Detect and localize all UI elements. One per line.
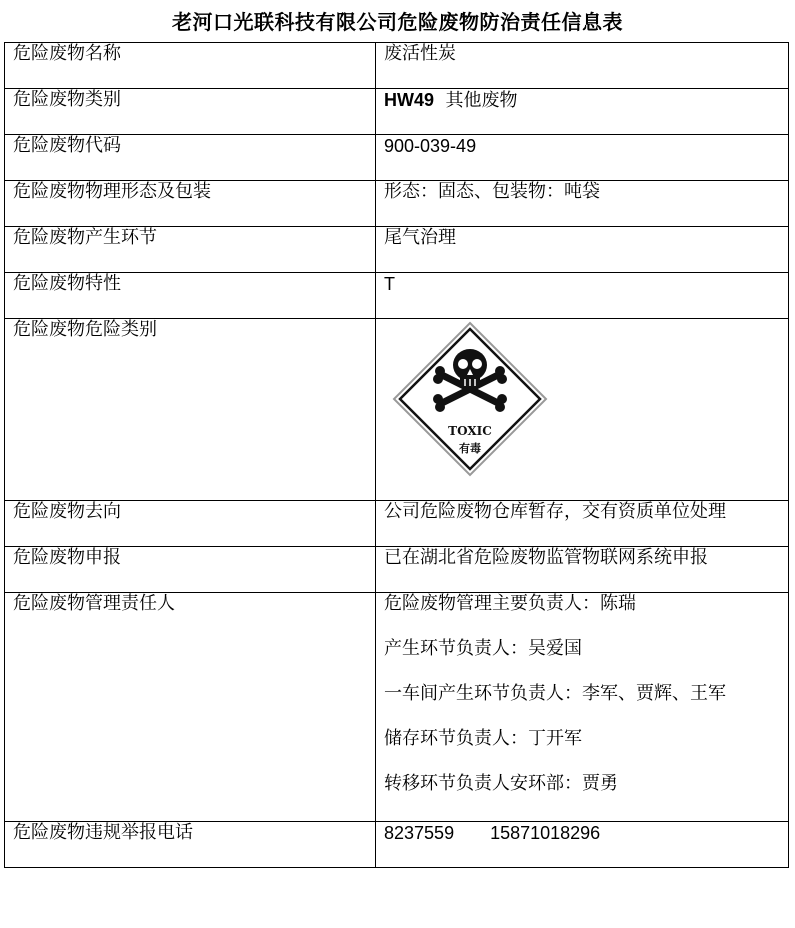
row-value — [376, 89, 789, 135]
table-row — [5, 319, 789, 501]
table-row — [5, 43, 789, 89]
row-label: 危险废物申报 — [5, 547, 376, 593]
row-value: 尾气治理 — [376, 227, 789, 273]
row-value: 公司危险废物仓库暂存，交有资质单位处理 — [376, 501, 789, 547]
table-row — [5, 227, 789, 273]
row-label: 危险废物代码 — [5, 135, 376, 181]
row-label: 危险废物产生环节 — [5, 227, 376, 273]
row-value: T — [376, 273, 789, 319]
row-label: 危险废物违规举报电话 — [5, 822, 376, 868]
row-label: 危险废物类别 — [5, 89, 376, 135]
table-row — [5, 501, 789, 547]
row-value — [376, 822, 789, 868]
waste-category-code: HW49 — [384, 90, 435, 110]
hazard-symbol-cell — [376, 319, 789, 501]
info-table — [4, 42, 789, 868]
table-row — [5, 181, 789, 227]
row-label: 危险废物管理责任人 — [5, 593, 376, 822]
table-row — [5, 593, 789, 822]
responsible-person-line: 储存环节负责人：丁开军 — [384, 728, 582, 749]
table-row — [5, 547, 789, 593]
responsible-person-line: 一车间产生环节负责人：李军、贾辉、王军 — [384, 683, 726, 704]
responsible-person-line: 产生环节负责人：吴爱国 — [384, 638, 582, 659]
table-row — [5, 89, 789, 135]
report-phone-2: 15871018296 — [490, 823, 601, 843]
symbol-text-en: TOXIC — [448, 424, 492, 438]
row-label: 危险废物特性 — [5, 273, 376, 319]
table-row — [5, 822, 789, 868]
responsible-persons-cell — [376, 593, 789, 822]
row-label: 危险废物名称 — [5, 43, 376, 89]
row-label: 危险废物物理形态及包装 — [5, 181, 376, 227]
waste-category-name: 其他废物 — [445, 90, 518, 111]
responsible-person-line: 转移环节负责人安环部：贾勇 — [384, 773, 618, 794]
row-label: 危险废物去向 — [5, 501, 376, 547]
row-value: 形态：固态、包装物：吨袋 — [376, 181, 789, 227]
page-title: 老河口光联科技有限公司危险废物防治责任信息表 — [172, 10, 623, 34]
row-value: 900-039-49 — [376, 135, 789, 181]
symbol-text-cn: 有毒 — [459, 442, 481, 455]
skull-crossbones-icon — [390, 319, 550, 479]
report-phone-1: 8237559 — [384, 823, 455, 843]
toxic-hazard-symbol — [390, 319, 550, 479]
row-value: 已在湖北省危险废物监管物联网系统申报 — [376, 547, 789, 593]
row-label: 危险废物危险类别 — [5, 319, 376, 501]
row-value: 废活性炭 — [376, 43, 789, 89]
responsible-person-line: 危险废物管理主要负责人：陈瑞 — [384, 593, 636, 614]
table-row — [5, 135, 789, 181]
table-row — [5, 273, 789, 319]
